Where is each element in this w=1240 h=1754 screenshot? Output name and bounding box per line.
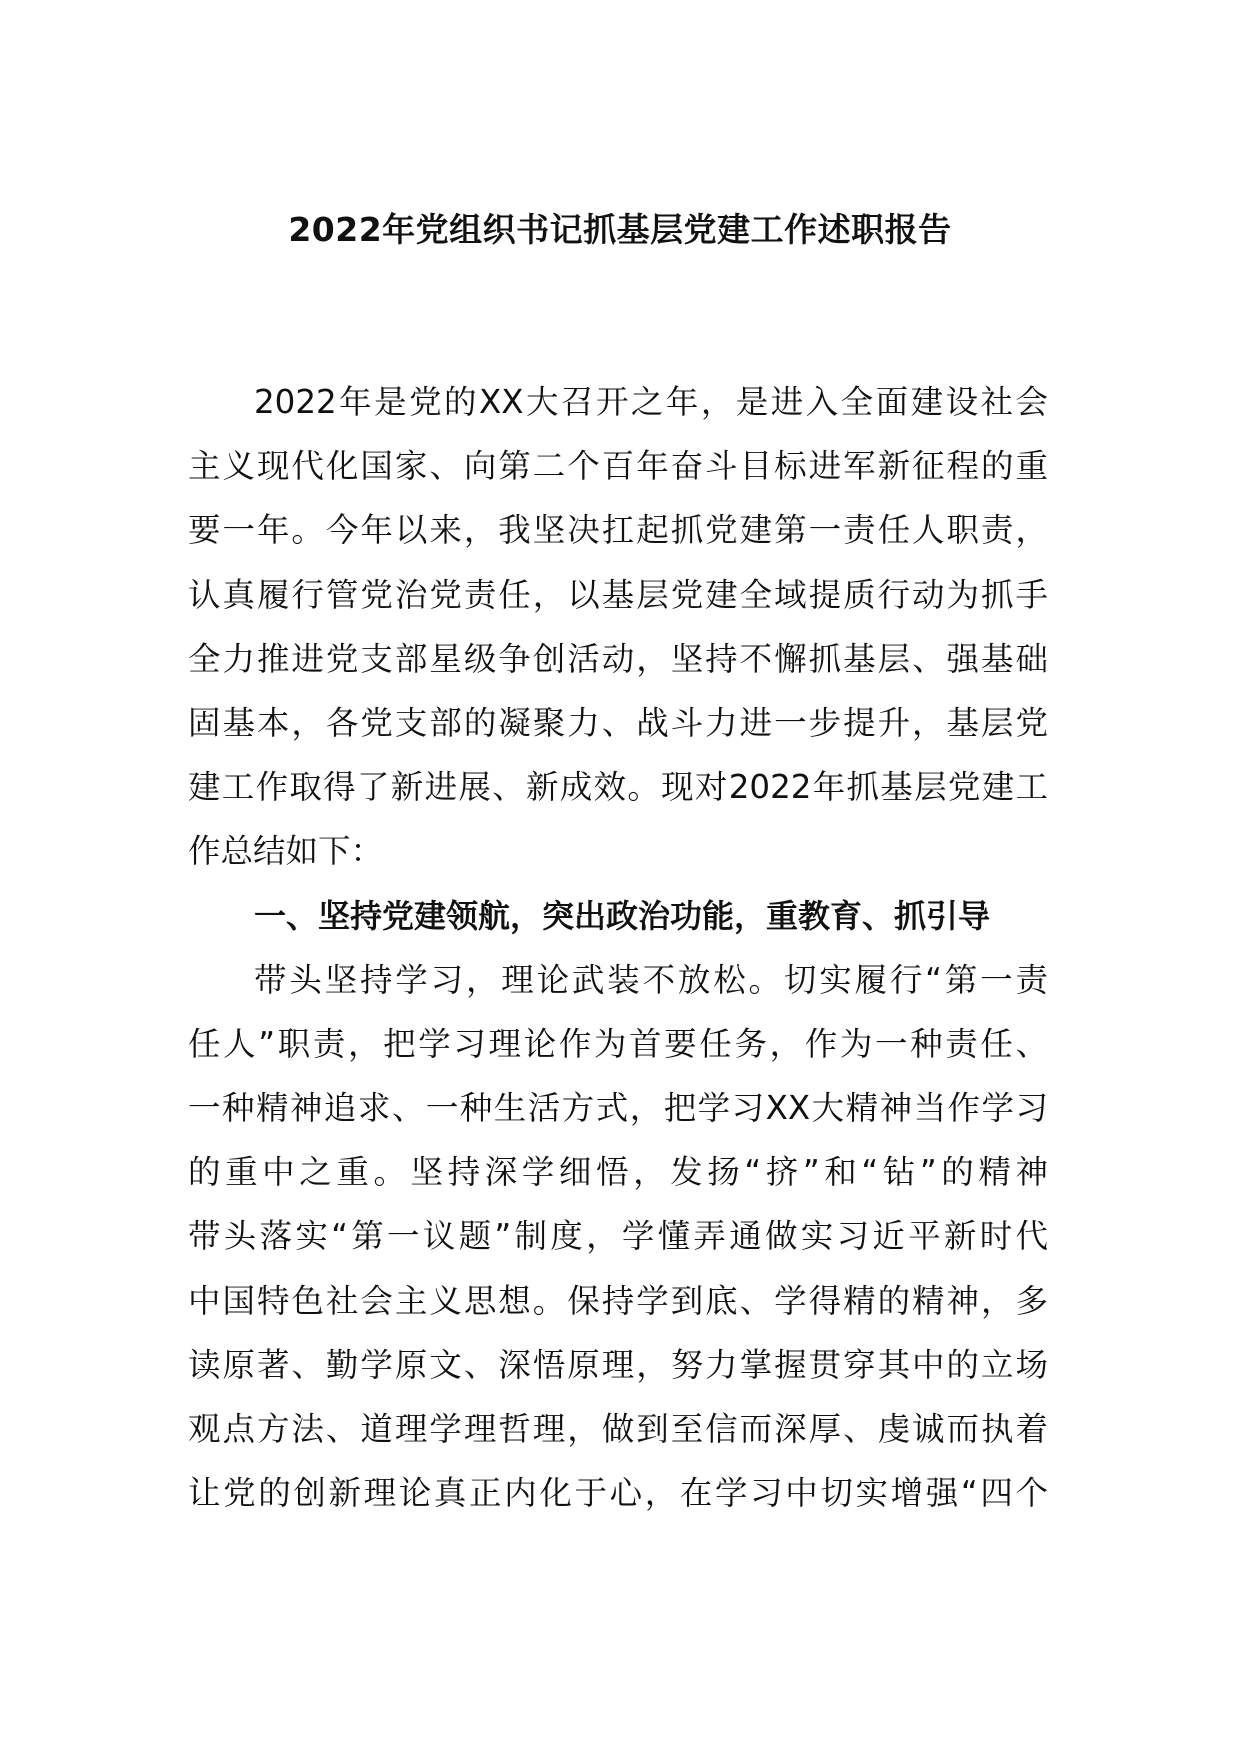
paragraph-line: 观点方法、道理学理哲理，做到至信而深厚、虔诚而执着 xyxy=(188,1410,1048,1448)
paragraph-line: 2022年是党的XX大召开之年，是进入全面建设社会 xyxy=(254,383,1048,421)
paragraph-line: 认真履行管党治党责任，以基层党建全域提质行动为抓手 xyxy=(188,575,1048,614)
paragraph-line: 任人”职责，把学习理论作为首要任务，作为一种责任、 xyxy=(188,1024,1048,1063)
document-body xyxy=(188,370,1048,1525)
paragraph-line: 要一年。今年以来，我坚决扛起抓党建第一责任人职责， xyxy=(188,511,1048,550)
paragraph-line: 中国特色社会主义思想。保持学到底、学得精的精神，多 xyxy=(188,1281,1048,1320)
paragraph-line: 的重中之重。坚持深学细悟，发扬“挤”和“钻”的精神 xyxy=(188,1153,1048,1192)
paragraph-line: 读原著、勤学原文、深悟原理，努力掌握贯穿其中的立场 xyxy=(188,1345,1048,1384)
paragraph-line: 带头坚持学习，理论武装不放松。切实履行“第一责 xyxy=(254,960,1048,999)
paragraph-line: 作总结如下： xyxy=(188,832,384,871)
paragraph-line: 主义现代化国家、向第二个百年奋斗目标进军新征程的重 xyxy=(188,447,1048,486)
section-paragraph xyxy=(188,948,1048,1526)
section-heading: 一、坚持党建领航，突出政治功能，重教育、抓引导 xyxy=(254,896,991,935)
document-title: 2022年党组织书记抓基层党建工作述职报告 xyxy=(288,210,952,249)
paragraph-line: 固基本，各党支部的凝聚力、战斗力进一步提升，基层党 xyxy=(188,703,1048,742)
paragraph-line: 全力推进党支部星级争创活动，坚持不懈抓基层、强基础 xyxy=(188,639,1048,678)
intro-paragraph xyxy=(188,370,1048,884)
paragraph-line: 带头落实“第一议题”制度，学懂弄通做实习近平新时代 xyxy=(188,1217,1048,1256)
paragraph-line: 让党的创新理论真正内化于心，在学习中切实增强“四个 xyxy=(188,1474,1048,1513)
paragraph-line: 建工作取得了新进展、新成效。现对2022年抓基层党建工 xyxy=(188,768,1048,807)
paragraph-line: 一种精神追求、一种生活方式，把学习XX大精神当作学习 xyxy=(188,1089,1048,1128)
